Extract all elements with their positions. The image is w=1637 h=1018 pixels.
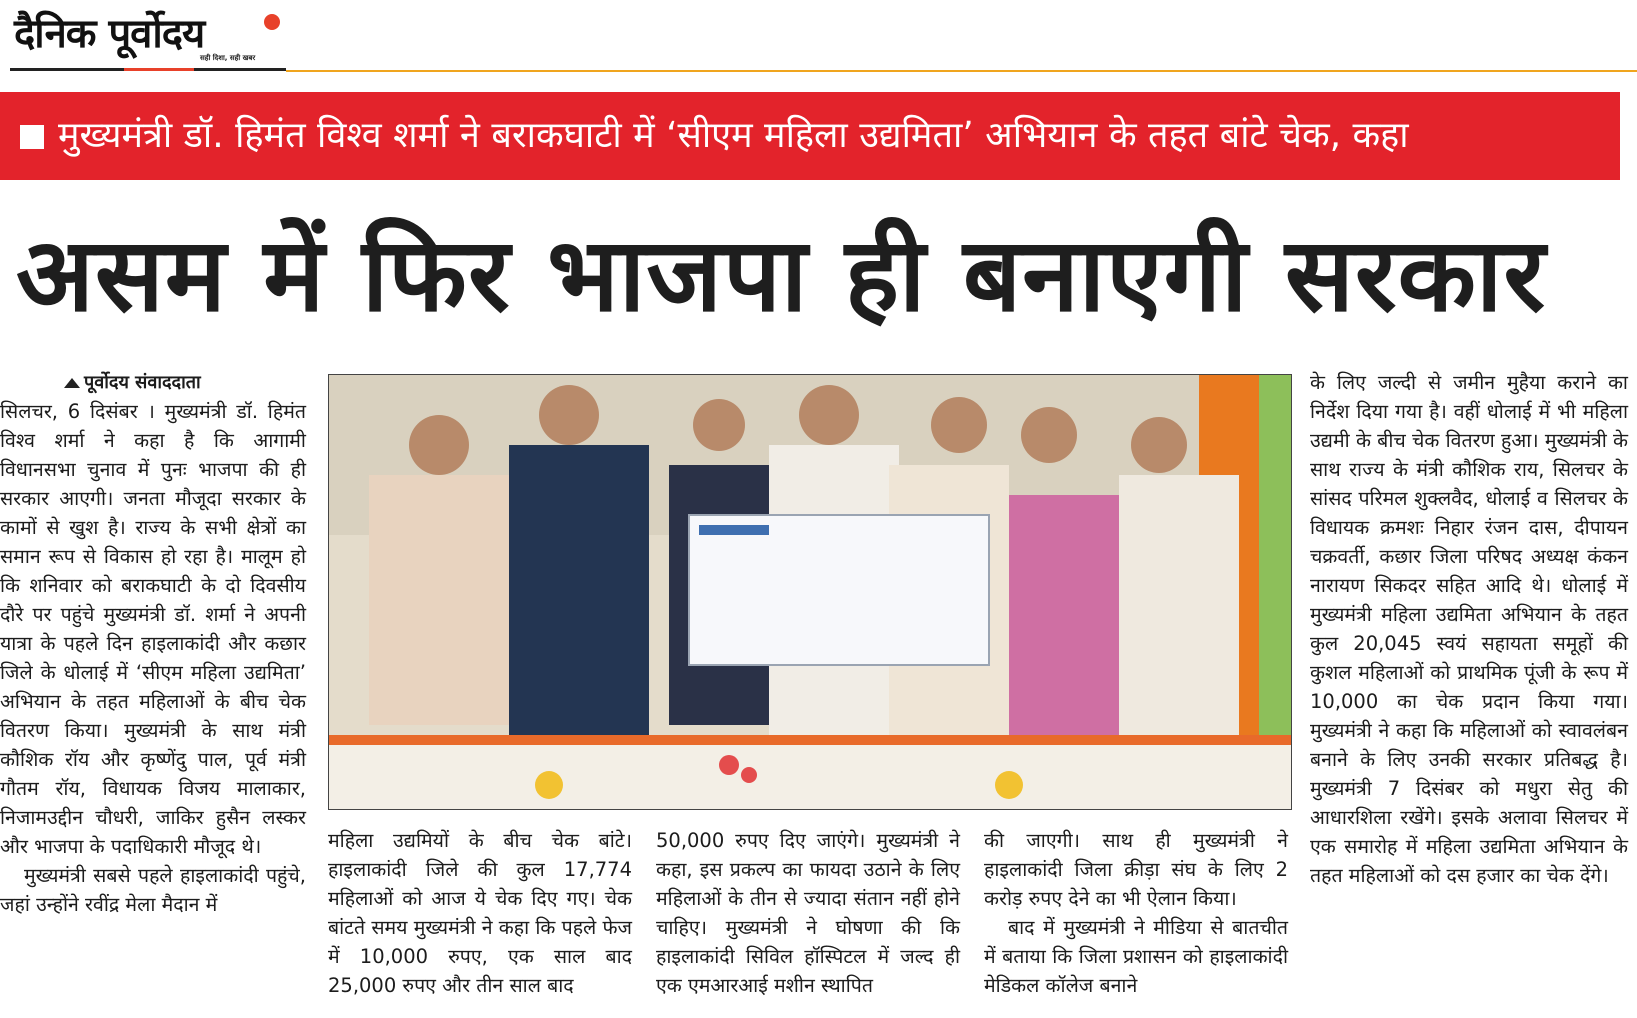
article-column: महिला उद्यमियों के बीच चेक बांटे। हाइलाकांदी जिले की कुल 17,774 महिलाओं को आज ये चेक दिए गए। चेक बांटते समय मुख्यमंत्री ने कहा कि पहले फेज में 10,000 रुपए, एक साल बाद 25,000 रुपए और तीन साल बाद	[328, 829, 632, 997]
byline-text: पूर्वोदय संवाददाता	[84, 372, 201, 393]
newspaper-logo: दैनिक पूर्वोदय	[14, 11, 205, 57]
article-column: 50,000 रुपए दिए जाएंगे। मुख्यमंत्री ने कहा, इस प्रकल्प का फायदा उठाने के लिए महिलाओं के तीन से ज्यादा संतान नहीं होने चाहिए। मुख्यमंत्री ने घोषणा की कि हाइलाकांदी सिविल हॉस्पिटल में जल्द ही एक एमआरआई मशीन स्थापित	[656, 829, 960, 997]
article-column-left	[0, 368, 306, 919]
article-paragraph: बाद में मुख्यमंत्री ने मीडिया से बातचीत में बताया कि जिला प्रशासन को हाइलाकांदी मेडिकल कॉलेज बनाने	[984, 916, 1288, 997]
byline-triangle-icon	[64, 378, 80, 388]
kicker-text: मुख्यमंत्री डॉ. हिमंत विश्व शर्मा ने बराकघाटी में ‘सीएम महिला उद्यमिता’ अभियान के तहत बांटे चेक, कहा	[58, 115, 1409, 156]
article-paragraph: सिलचर, 6 दिसंबर । मुख्यमंत्री डॉ. हिमंत विश्व शर्मा ने कहा है कि आगामी विधानसभा चुनाव में पुनः भाजपा की ही सरकार आएगी। जनता मौजूदा सरकार के कामों से खुश है। राज्य के सभी क्षेत्रों का समान रूप से विकास हो रहा है। मालूम हो कि शनिवार को बराकघाटी के दो दिवसीय दौरे पर पहुंचे मुख्यमंत्री डॉ. शर्मा ने अपनी यात्रा के पहले दिन हाइलाकांदी और कछार जिले के धोलाई में ‘सीएम महिला उद्यमिता’ अभियान के तहत महिलाओं के बीच चेक वितरण किया। मुख्यमंत्री के साथ मंत्री कौशिक रॉय और कृष्णेंदु पाल, पूर्व मंत्री गौतम रॉय, विधायक विजय मालाकार, निजामउद्दीन चौधरी, जाकिर हुसैन लस्कर और भाजपा के पदाधिकारी मौजूद थे।	[0, 400, 306, 858]
article-paragraph: मुख्यमंत्री सबसे पहले हाइलाकांदी पहुंचे, जहां उन्होंने रवींद्र मेला मैदान में	[0, 864, 306, 916]
logo-red-rule	[124, 68, 194, 71]
headline: असम में फिर भाजपा ही बनाएगी सरकार	[16, 216, 1547, 335]
logo-dot-icon	[264, 14, 280, 30]
article-column-right: के लिए जल्दी से जमीन मुहैया कराने का निर्देश दिया गया है। वहीं धोलाई में भी महिला उद्यमी के बीच चेक वितरण हुआ। मुख्यमंत्री के साथ राज्य के मंत्री कौशिक राय, सिलचर के सांसद परिमल शुक्लवैद, धोलाई व सिलचर के विधायक क्रमशः निहार रंजन दास, दीपायन चक्रवर्ती, कछार जिला परिषद अध्यक्ष कंकन नारायण सिकदर सहित आदि थे। धोलाई में मुख्यमंत्री महिला उद्यमिता अभियान के तहत कुल 20,045 स्वयं सहायता समूहों की कुशल महिलाओं को प्राथमिक पूंजी के रूप में 10,000 का चेक प्रदान किया गया। मुख्यमंत्री ने कहा कि महिलाओं को स्वावलंबन बनाने के लिए उनकी सरकार प्रतिबद्ध है। मुख्यमंत्री 7 दिसंबर को मधुरा सेतु की आधारशिला रखेंगे। इसके अलावा सिलचर में एक समारोह में महिला उद्यमिता अभियान के तहत महिलाओं को दस हजार का चेक देंगे।	[1310, 371, 1628, 887]
kicker-banner	[0, 92, 1620, 180]
article-paragraph: की जाएगी। साथ ही मुख्यमंत्री ने हाइलाकांदी जिला क्रीड़ा संघ के लिए 2 करोड़ रुपए देने का भी ऐलान किया।	[984, 829, 1288, 910]
news-photo-illustration	[329, 375, 1291, 809]
article-column	[984, 826, 1288, 1000]
masthead	[0, 0, 1637, 76]
byline	[0, 368, 306, 397]
news-photo	[328, 374, 1292, 810]
masthead-rule	[286, 70, 1637, 72]
logo-tagline: सही दिशा, सही खबर	[200, 54, 256, 62]
bullet-square-icon	[20, 125, 44, 149]
